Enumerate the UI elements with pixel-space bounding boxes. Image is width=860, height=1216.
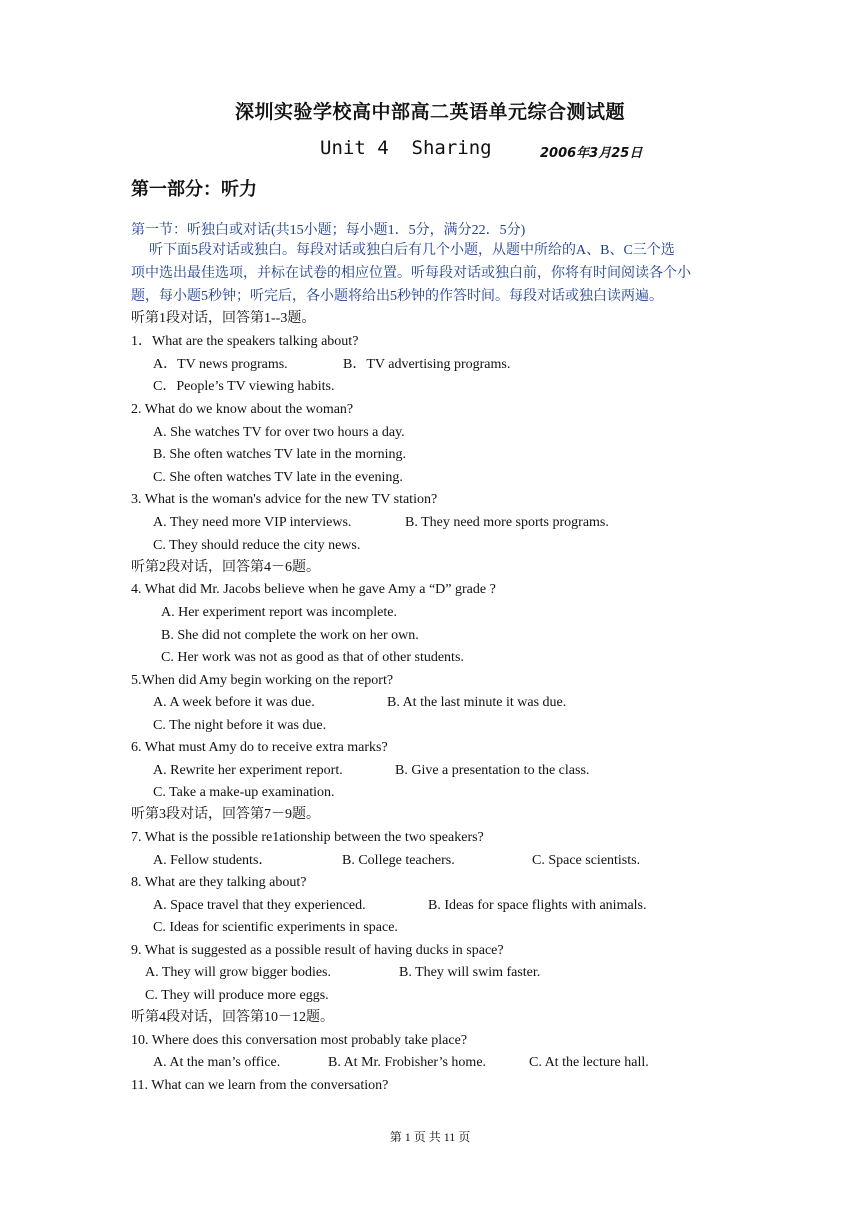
question: 2. What do we know about the woman? — [131, 402, 354, 417]
instructions-line-3: 题，每小题5秒钟；听完后，各小题将给出5秒钟的作答时间。每段对话或独白读两遍。 — [131, 289, 663, 304]
option: A. A week before it was due. — [153, 695, 315, 710]
question: 7. What is the possible re1ationship between the two speakers? — [131, 830, 484, 845]
option: A. They need more VIP interviews. — [153, 515, 352, 530]
option: A. They will grow bigger bodies. — [145, 965, 331, 980]
dialogue-heading: 听第3段对话，回答第7－9题。 — [131, 807, 320, 822]
page-footer: 第 1 页 共 11 页 — [389, 1130, 471, 1144]
dialogue-heading: 听第2段对话，回答第4－6题。 — [131, 560, 320, 575]
question: 9. What is suggested as a possible result of having ducks in space? — [131, 943, 504, 958]
option: C. Space scientists. — [532, 853, 641, 868]
question: 6. What must Amy do to receive extra marks? — [131, 740, 388, 755]
option: C. Ideas for scientific experiments in space. — [153, 920, 398, 935]
instructions-line-1: 听下面5段对话或独白。每段对话或独白后有几个小题，从题中所给的A、B、C三个选 — [149, 243, 675, 258]
option: B．TV advertising programs. — [343, 357, 511, 372]
option: A．TV news programs. — [153, 357, 288, 372]
question: 11. What can we learn from the conversation? — [131, 1078, 389, 1093]
option: C. They will produce more eggs. — [145, 988, 329, 1003]
page-title: 深圳实验学校高中部高二英语单元综合测试题 — [234, 101, 625, 123]
option: C. At the lecture hall. — [529, 1055, 649, 1070]
question: 4. What did Mr. Jacobs believe when he gave Amy a “D” grade ? — [131, 582, 496, 597]
option: B. She often watches TV late in the morning. — [153, 447, 406, 462]
option: B. She did not complete the work on her own. — [161, 628, 419, 643]
question: 3. What is the woman's advice for the new TV station? — [131, 492, 438, 507]
part-heading: 第一部分：听力 — [131, 179, 257, 200]
option: B. They need more sports programs. — [405, 515, 609, 530]
option: C．People’s TV viewing habits. — [153, 379, 335, 394]
option: C. They should reduce the city news. — [153, 538, 361, 553]
option: C. She often watches TV late in the evening. — [153, 470, 403, 485]
option: B. Ideas for space flights with animals. — [428, 898, 647, 913]
question: 10. Where does this conversation most probably take place? — [131, 1033, 468, 1048]
dialogue-heading: 听第4段对话，回答第10－12题。 — [131, 1010, 334, 1025]
question: 5.When did Amy begin working on the report? — [131, 673, 394, 688]
unit-subtitle: Unit 4 Sharing — [320, 137, 492, 159]
question: 8. What are they talking about? — [131, 875, 307, 890]
option: C. The night before it was due. — [153, 718, 327, 733]
option: B. Give a presentation to the class. — [395, 763, 590, 778]
exam-date: 2006年3月25日 — [540, 146, 643, 161]
option: A. She watches TV for over two hours a day. — [153, 425, 405, 440]
option: A. Fellow students． — [153, 853, 273, 868]
option: C. Her work was not as good as that of other students. — [161, 650, 464, 665]
option: B. College teachers. — [342, 853, 455, 868]
option: B. At the last minute it was due. — [387, 695, 567, 710]
option: B. At Mr. Frobisher’s home. — [328, 1055, 487, 1070]
question: 1．What are the speakers talking about? — [131, 334, 359, 349]
option: C. Take a make-up examination. — [153, 785, 335, 800]
option: A. At the man’s office. — [153, 1055, 281, 1070]
dialogue-heading: 听第1段对话，回答第1--3题。 — [131, 311, 316, 326]
option: A. Space travel that they experienced. — [153, 898, 366, 913]
instructions-line-2: 项中选出最佳选项，并标在试卷的相应位置。听每段对话或独白前，你将有时间阅读各个小 — [131, 266, 691, 281]
option: A. Her experiment report was incomplete. — [161, 605, 397, 620]
option: B. They will swim faster. — [399, 965, 541, 980]
option: A. Rewrite her experiment report. — [153, 763, 343, 778]
section-heading: 第一节：听独白或对话(共15小题；每小题1．5分，满分22．5分) — [131, 223, 526, 238]
instructions — [131, 239, 731, 308]
